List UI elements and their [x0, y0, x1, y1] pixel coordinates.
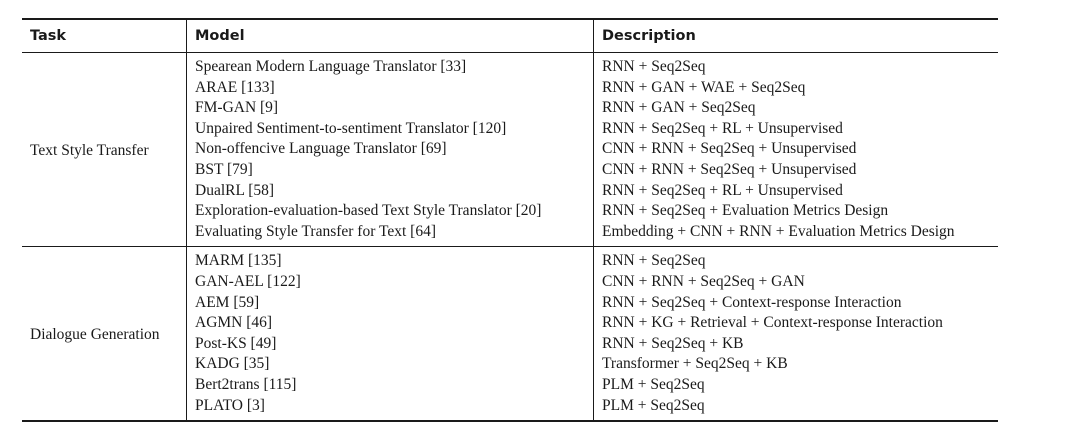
- header-task: Task: [22, 19, 187, 53]
- description-cell: Embedding + CNN + RNN + Evaluation Metrics Design: [602, 222, 955, 240]
- model-cell: PLATO [3]: [187, 396, 594, 422]
- model-cell: Evaluating Style Transfer for Text [64]: [187, 222, 594, 247]
- model-cell: Post-KS [49]: [187, 334, 594, 355]
- model-cell: AGMN [46]: [187, 313, 594, 334]
- header-model: Model: [187, 19, 594, 53]
- model-cell: Unpaired Sentiment-to-sentiment Translator [120]: [187, 119, 594, 140]
- description-cell: CNN + RNN + Seq2Seq + Unsupervised: [602, 140, 857, 158]
- task-cell: Text Style Transfer: [22, 53, 187, 247]
- table-header: [22, 19, 998, 53]
- model-cell: FM-GAN [9]: [187, 98, 594, 119]
- header-description: Description: [602, 27, 696, 44]
- model-cell: Exploration-evaluation-based Text Style Translator [20]: [187, 201, 594, 222]
- model-cell: ARAE [133]: [187, 78, 594, 99]
- task-cell: Dialogue Generation: [22, 247, 187, 421]
- description-cell: Transformer + Seq2Seq + KB: [602, 355, 788, 373]
- model-cell: KADG [35]: [187, 354, 594, 375]
- table-row: [22, 53, 998, 78]
- header-row: [22, 19, 998, 53]
- description-cell: RNN + Seq2Seq + Evaluation Metrics Design: [602, 202, 889, 220]
- model-cell: MARM [135]: [187, 247, 594, 272]
- model-cell: DualRL [58]: [187, 181, 594, 202]
- model-cell: Bert2trans [115]: [187, 375, 594, 396]
- model-cell: Spearean Modern Language Translator [33]: [187, 53, 594, 78]
- description-cell: RNN + Seq2Seq + RL + Unsupervised: [602, 119, 843, 137]
- table-row: [22, 247, 998, 272]
- description-cell: RNN + Seq2Seq: [602, 58, 706, 75]
- group-dialogue-generation: [22, 247, 998, 421]
- description-cell: RNN + Seq2Seq + KB: [602, 334, 744, 352]
- model-cell: BST [79]: [187, 160, 594, 181]
- group-text-style-transfer: [22, 53, 998, 247]
- description-cell: RNN + Seq2Seq + RL + Unsupervised: [602, 181, 843, 199]
- description-cell: RNN + GAN + Seq2Seq: [602, 99, 756, 117]
- description-cell: RNN + Seq2Seq: [602, 252, 706, 270]
- description-cell: PLM + Seq2Seq: [602, 375, 705, 393]
- model-cell: GAN-AEL [122]: [187, 272, 594, 293]
- description-cell: PLM + Seq2Seq: [602, 396, 705, 414]
- description-cell: RNN + GAN + WAE + Seq2Seq: [602, 78, 806, 96]
- description-cell: CNN + RNN + Seq2Seq + Unsupervised: [602, 160, 857, 178]
- comparison-table: [22, 18, 998, 422]
- description-cell: RNN + Seq2Seq + Context-response Interaction: [602, 293, 902, 311]
- model-cell: AEM [59]: [187, 293, 594, 314]
- model-cell: Non-offencive Language Translator [69]: [187, 139, 594, 160]
- description-cell: CNN + RNN + Seq2Seq + GAN: [602, 272, 805, 290]
- description-cell: RNN + KG + Retrieval + Context-response Interaction: [602, 314, 943, 332]
